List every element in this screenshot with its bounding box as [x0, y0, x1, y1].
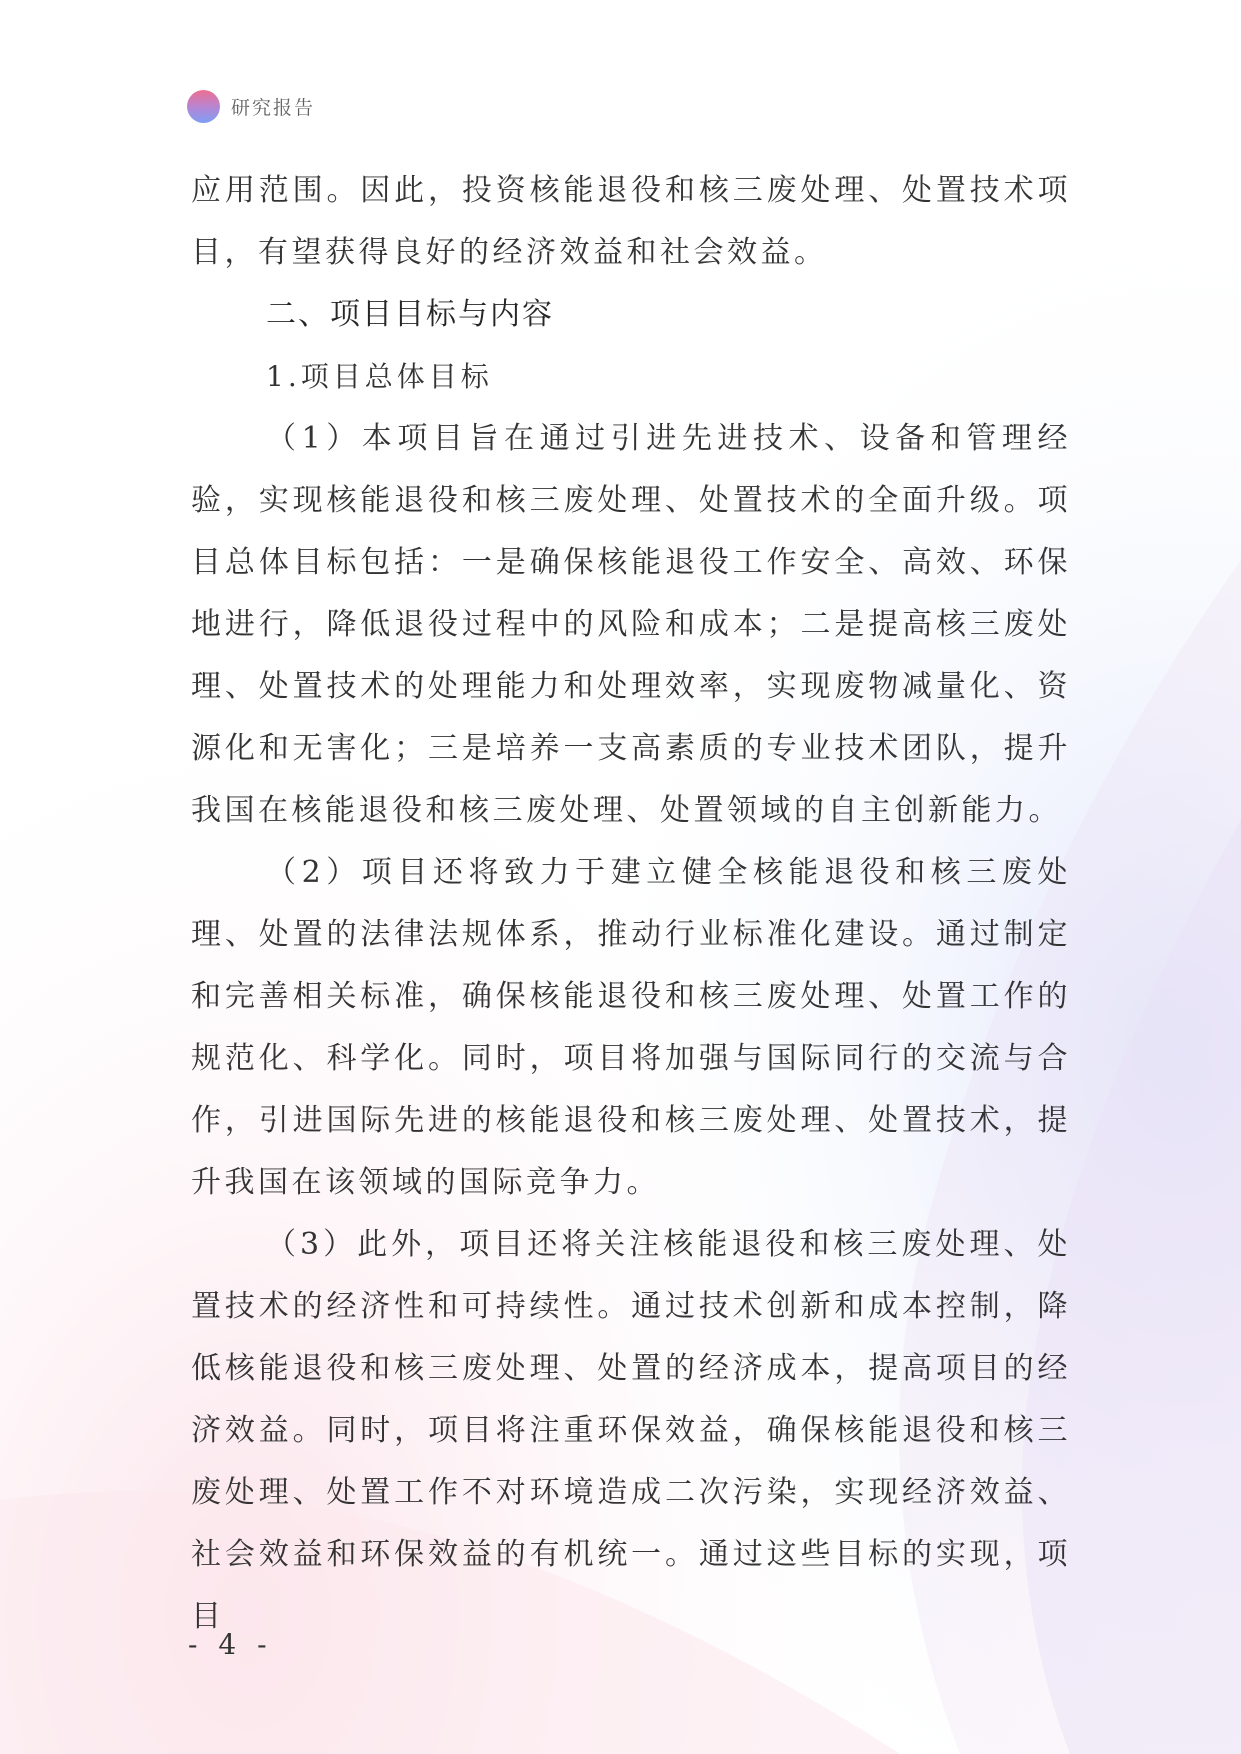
paragraph-2: （2）项目还将致力于建立健全核能退役和核三废处理、处置的法律法规体系，推动行业标准化建设。通过制定和完善相关标准，确保核能退役和核三废处理、处置工作的规范化、科学化。同时，项目将加强与国际同行的交流与合作，引进国际先进的核能退役和核三废处理、处置技术，提升我国在该领域的国际竞争力。 — [191, 855, 1071, 1200]
document-body — [191, 160, 1071, 1648]
logo-icon — [187, 90, 220, 123]
report-header — [187, 88, 315, 124]
header-title: 研究报告 — [231, 96, 316, 119]
paragraph-intro: 应用范围。因此，投资核能退役和核三废处理、处置技术项目，有望获得良好的经济效益和社会效益。 — [191, 173, 1071, 270]
paragraph-1: （1）本项目旨在通过引进先进技术、设备和管理经验，实现核能退役和核三废处理、处置技术的全面升级。项目总体目标包括：一是确保核能退役工作安全、高效、环保地进行，降低退役过程中的风险和成本；二是提高核三废处理、处置技术的处理能力和处理效率，实现废物减量化、资源化和无害化；三是培养一支高素质的专业技术团队，提升我国在核能退役和核三废处理、处置领域的自主创新能力。 — [191, 421, 1071, 828]
page-number: - 4 - — [188, 1628, 273, 1661]
subsection-heading: 1.项目总体目标 — [266, 360, 493, 393]
paragraph-3: （3）此外，项目还将关注核能退役和核三废处理、处置技术的经济性和可持续性。通过技术创新和成本控制，降低核能退役和核三废处理、处置的经济成本，提高项目的经济效益。同时，项目将注重环保效益，确保核能退役和核三废处理、处置工作不对环境造成二次污染，实现经济效益、社会效益和环保效益的有机统一。通过这些目标的实现，项目 — [191, 1227, 1071, 1634]
section-heading: 二、项目目标与内容 — [266, 297, 554, 332]
